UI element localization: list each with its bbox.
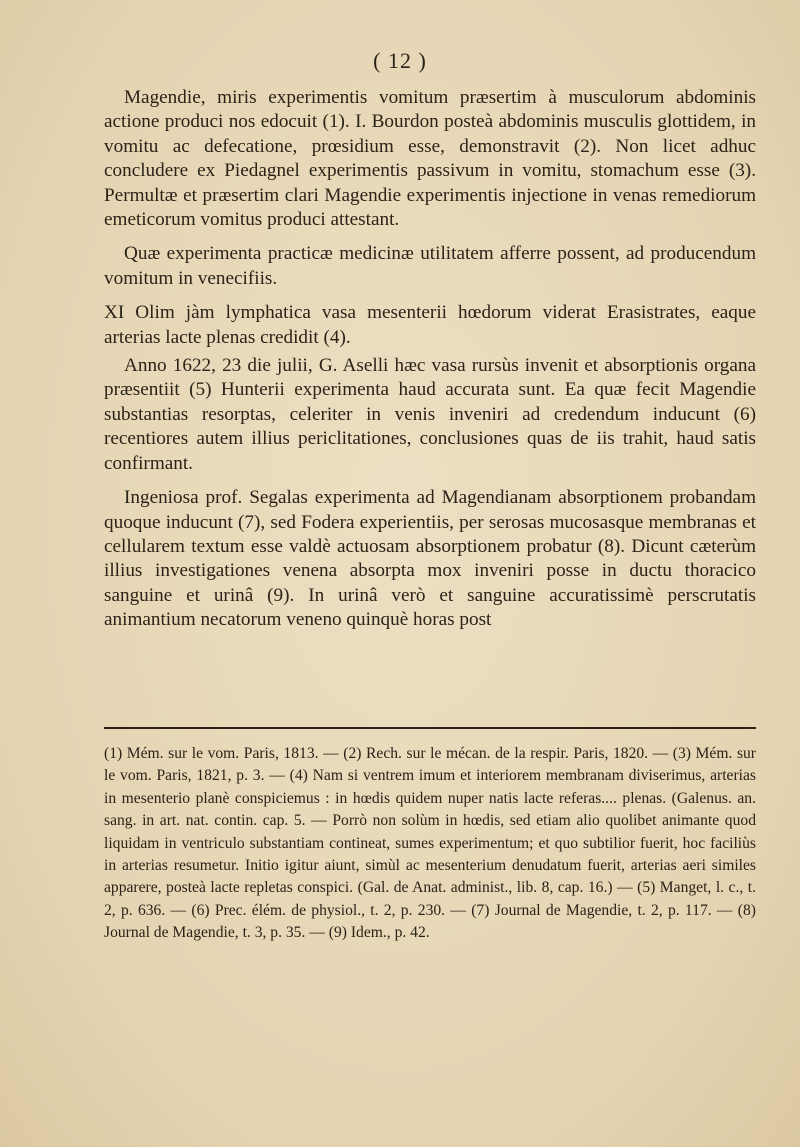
page-number: ( 12 ) <box>373 48 427 73</box>
main-text <box>104 86 756 633</box>
paragraph-section-xi <box>104 301 756 350</box>
paragraph-text: Anno 1622, 23 die julii, G. Aselli hæc vasa rursùs invenit et absorptionis organa præsentiit (5) Hunterii experimenta haud accurata sunt. Ea quæ fecit Magendie substantias resorptas, celeriter in venis inveniri ad credendum inducunt (6) recentiores autem illius periclitationes, conclusiones quas de iis trahit, haud satis confirmant. <box>104 355 756 474</box>
paragraph-text: Ingeniosa prof. Segalas experimenta ad Magendianam absorptionem probandam quoque inducunt (7), sed Fodera experientiis, per serosas mucosasque membranas et cellularem textum esse valdè actuosam absorptionem probatur (8). Dicunt cæterùm illius investigationes venena absorpta mox inveniri posse in ductu thoracico sanguine et urinâ (9). In urinâ verò et sanguine accuratissimè perscrutatis animantium necatorum veneno quinquè horas post <box>104 487 756 631</box>
paragraph-experimenta <box>104 242 756 291</box>
footnote-divider <box>104 727 756 729</box>
paragraph-segalas <box>104 486 756 632</box>
paragraph-aselli <box>104 354 756 476</box>
paragraph-text: Quæ experimenta practicæ medicinæ utilitatem afferre possent, ad producendum vomitum in venecifiis. <box>104 243 756 289</box>
paragraph-vomitus <box>104 86 756 232</box>
footnotes <box>104 743 756 945</box>
footnote-text: (1) Mém. sur le vom. Paris, 1813. — (2) Rech. sur le mécan. de la respir. Paris, 1820. — (3) Mém. sur le vom. Paris, 1821, p. 3. — (4) Nam si ventrem imum et interiorem membranam diviserimus, arterias in mesenterio planè conspiciemus : in hœdis quidem nuper natis lacte referas.... plenas. (Galenus. an. sang. in art. nat. contin. cap. 5. — Porrò non solùm in hœdis, sed etiam alio quolibet animante quod liquidam in ventriculo substantiam contineat, sumes experimentum; et quo subtilior fuerit, hoc faciliùs in arterias resumetur. Initio igitur aiunt, simùl ac mesenterium denudatum fuerit, arterias aeri similes apparere, posteà lacte repletas conspici. (Gal. de Anat. administ., lib. 8, cap. 16.) — (5) Manget, l. c., t. 2, p. 636. — (6) Prec. élém. de physiol., t. 2, p. 230. — (7) Journal de Magendie, t. 2, p. 117. — (8) Journal de Magendie, t. 3, p. 35. — (9) Idem., p. 42. <box>104 745 756 942</box>
paragraph-text: XI Olim jàm lymphatica vasa mesenterii hœdorum viderat Erasistrates, eaque arterias lacte plenas credidit (4). <box>104 302 756 348</box>
paragraph-text: Magendie, miris experimentis vomitum præsertim à musculorum abdominis actione produci nos edocuit (1). I. Bourdon posteà abdominis musculis glottidem, in vomitu ac defecatione, prœsidium esse, demonstravit (2). Non licet adhuc concludere ex Piedagnel experimentis passivum in vomitu, stomachum esse (3). Permultæ et præsertim clari Magendie experimentis injectione in venas remediorum emeticorum vomitus produci attestant. <box>104 87 756 231</box>
